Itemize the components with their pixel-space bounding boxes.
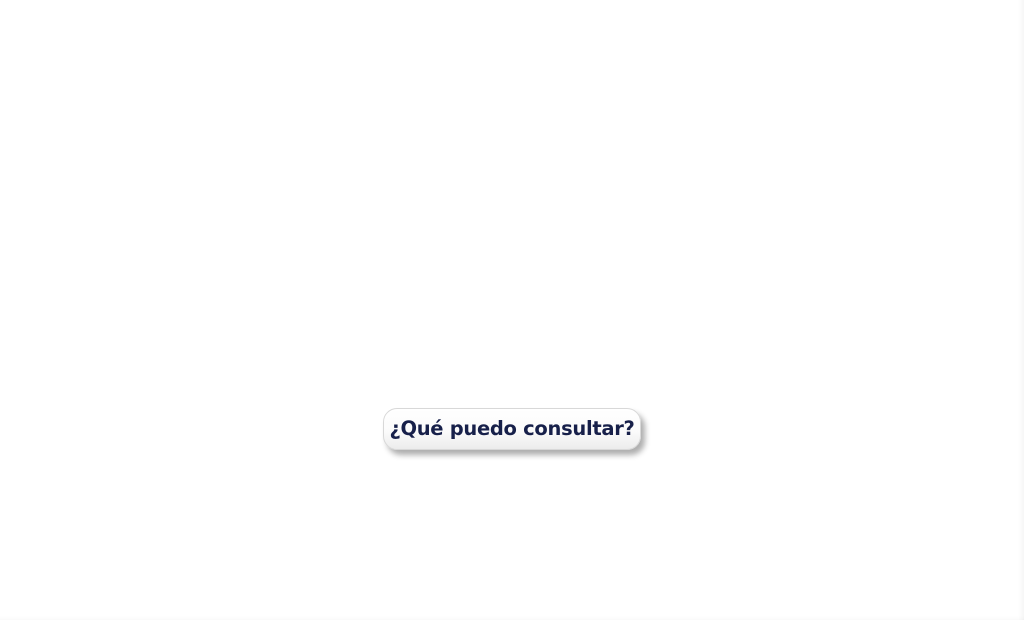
- bottom-edge-shadow: [0, 616, 1024, 620]
- what-can-i-consult-button[interactable]: [383, 408, 641, 450]
- what-can-i-consult-label: ¿Qué puedo consultar?: [389, 417, 635, 441]
- right-edge-shadow: [1018, 0, 1024, 620]
